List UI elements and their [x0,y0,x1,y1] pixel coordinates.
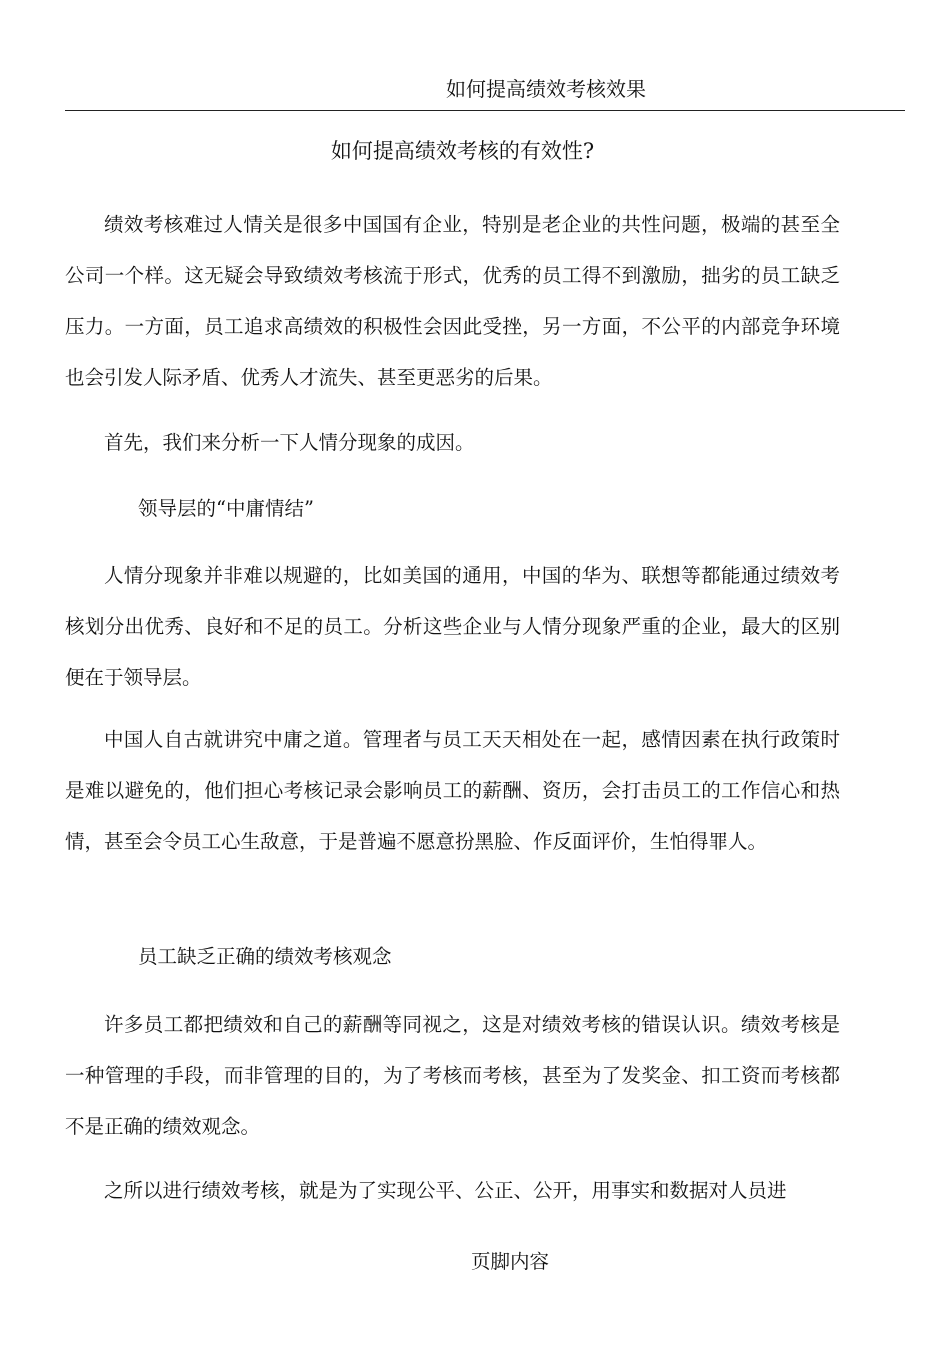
paragraph-employee-concept: 许多员工都把绩效和自己的薪酬等同视之，这是对绩效考核的错误认识。绩效考核是一种管理的手段，而非管理的目的，为了考核而考核，甚至为了发奖金、扣工资而考核都不是正确的绩效观念。 [65,1013,840,1138]
paragraph-intro: 绩效考核难过人情关是很多中国国有企业，特别是老企业的共性问题，极端的甚至全公司一个样。这无疑会导致绩效考核流于形式，优秀的员工得不到激励，拙劣的员工缺乏压力。一方面，员工追求高绩效的积极性会因此受挫，另一方面，不公平的内部竞争环境也会引发人际矛盾、优秀人才流失、甚至更恶劣的后果。 [65,213,840,389]
subheading-leadership: 领导层的“中庸情结” [138,497,314,520]
page-header [65,72,905,111]
paragraph-purpose: 之所以进行绩效考核，就是为了实现公平、公正、公开，用事实和数据对人员进 [104,1179,787,1202]
header-text: 如何提高绩效考核效果 [446,77,646,101]
paragraph-leadership: 人情分现象并非难以规避的，比如美国的通用，中国的华为、联想等都能通过绩效考核划分出优秀、良好和不足的员工。分析这些企业与人情分现象严重的企业，最大的区别便在于领导层。 [65,564,840,689]
paragraph-zhongyong: 中国人自古就讲究中庸之道。管理者与员工天天相处在一起，感情因素在执行政策时是难以避免的，他们担心考核记录会影响员工的薪酬、资历，会打击员工的工作信心和热情，甚至会令员工心生敌意，于是普遍不愿意扮黑脸、作反面评价，生怕得罪人。 [65,728,840,853]
document-title: 如何提高绩效考核的有效性? [330,139,595,163]
page-footer: 页脚内容 [471,1250,550,1273]
paragraph-analysis: 首先，我们来分析一下人情分现象的成因。 [104,431,475,454]
subheading-employee-concept: 员工缺乏正确的绩效考核观念 [138,945,392,968]
